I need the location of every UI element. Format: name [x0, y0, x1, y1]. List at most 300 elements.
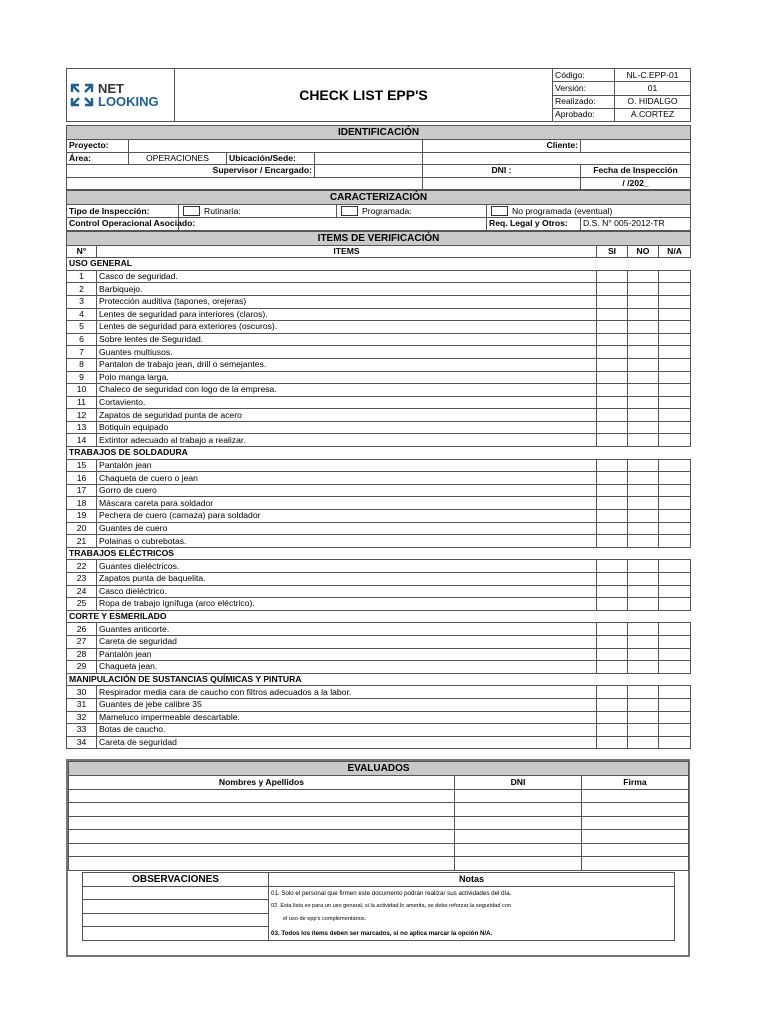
dni-header: DNI [455, 775, 582, 789]
item-si-cell[interactable] [597, 421, 628, 434]
rutinaria-option[interactable] [179, 205, 337, 218]
item-si-cell[interactable] [597, 283, 628, 296]
item-text: Lentes de seguridad para exteriores (oscuros). [97, 321, 597, 334]
section-name: TRABAJOS DE SOLDADURA [67, 447, 691, 460]
item-si-cell[interactable] [597, 472, 628, 485]
item-row [67, 270, 691, 283]
item-row [67, 623, 691, 636]
item-row [67, 358, 691, 371]
supervisor-field[interactable] [315, 165, 423, 178]
no-programada-label: No programada (eventual) [512, 205, 613, 216]
observacion-field[interactable] [83, 927, 269, 941]
item-number: 13 [67, 421, 97, 434]
item-number: 17 [67, 484, 97, 497]
section-row [67, 547, 691, 560]
item-text: Careta de seguridad [97, 736, 597, 749]
item-si-cell[interactable] [597, 560, 628, 573]
observacion-field[interactable] [83, 913, 269, 927]
item-no-cell[interactable] [628, 396, 659, 409]
dni-field[interactable] [455, 857, 582, 871]
meta-value: O. HIDALGO [615, 95, 691, 108]
item-number: 27 [67, 635, 97, 648]
item-no-cell[interactable] [628, 409, 659, 422]
item-na-cell[interactable] [659, 497, 691, 510]
tipo-inspeccion-label: Tipo de Inspección: [67, 205, 179, 218]
firma-field[interactable] [582, 830, 689, 844]
evaluado-row [69, 789, 689, 803]
item-si-cell[interactable] [597, 459, 628, 472]
section-title: CARACTERIZACIÓN [67, 191, 691, 205]
item-na-cell[interactable] [659, 698, 691, 711]
item-si-cell[interactable] [597, 648, 628, 661]
nota-1: 01. Solo el personal que firmen este documento podrán realizar sus actividades del día. [269, 886, 675, 900]
item-number: 15 [67, 459, 97, 472]
item-number: 6 [67, 333, 97, 346]
checklist-sheet [66, 68, 690, 957]
col-na-header: N/A [659, 245, 691, 258]
item-si-cell[interactable] [597, 635, 628, 648]
item-no-cell[interactable] [628, 321, 659, 334]
meta-label: Código: [553, 69, 615, 82]
item-text: Careta de seguridad [97, 635, 597, 648]
item-na-cell[interactable] [659, 648, 691, 661]
meta-label: Aprobado: [553, 108, 615, 121]
item-no-cell[interactable] [628, 371, 659, 384]
item-si-cell[interactable] [597, 686, 628, 699]
item-no-cell[interactable] [628, 585, 659, 598]
evaluado-row [69, 816, 689, 830]
item-text: Mameluco impermeable descartable. [97, 711, 597, 724]
col-number-header: N° [67, 245, 97, 258]
item-si-cell[interactable] [597, 623, 628, 636]
nombre-field[interactable] [69, 857, 455, 871]
item-text: Cortaviento. [97, 396, 597, 409]
item-number: 16 [67, 472, 97, 485]
no-programada-checkbox[interactable] [491, 206, 508, 216]
nombre-field[interactable] [69, 789, 455, 803]
item-text: Polainas o cubrebotas. [97, 535, 597, 548]
item-text: Guantes dieléctricos. [97, 560, 597, 573]
item-si-cell[interactable] [597, 573, 628, 586]
firma-field[interactable] [582, 803, 689, 817]
meta-label: Versión: [553, 82, 615, 95]
item-text: Máscara careta para soldador [97, 497, 597, 510]
area-label: Área: [67, 152, 129, 165]
item-no-cell[interactable] [628, 358, 659, 371]
item-number: 10 [67, 384, 97, 397]
item-row [67, 472, 691, 485]
item-na-cell[interactable] [659, 661, 691, 674]
item-na-cell[interactable] [659, 421, 691, 434]
rutinaria-label: Rutinaria: [204, 205, 241, 216]
programada-checkbox[interactable] [341, 206, 358, 216]
fecha-value[interactable]: / /202_ [581, 177, 691, 190]
proyecto-field[interactable] [129, 140, 423, 153]
item-na-cell[interactable] [659, 585, 691, 598]
area-value[interactable]: OPERACIONES [129, 152, 227, 165]
dni-field[interactable] [455, 816, 582, 830]
ubicacion-field[interactable] [315, 152, 423, 165]
item-no-cell[interactable] [628, 384, 659, 397]
item-si-cell[interactable] [597, 409, 628, 422]
item-text: Casco dieléctrico. [97, 585, 597, 598]
item-na-cell[interactable] [659, 510, 691, 523]
item-number: 12 [67, 409, 97, 422]
item-no-cell[interactable] [628, 598, 659, 611]
observacion-field[interactable] [83, 886, 269, 900]
nota-3: 03. Todos los ítems deben ser marcados, si no aplica marcar la opción N/A. [269, 927, 675, 941]
caracterizacion-table [66, 190, 691, 230]
item-text: Guantes de jebe calibre 35 [97, 698, 597, 711]
item-number: 18 [67, 497, 97, 510]
item-na-cell[interactable] [659, 535, 691, 548]
item-si-cell[interactable] [597, 698, 628, 711]
item-si-cell[interactable] [597, 358, 628, 371]
item-text: Ropa de trabajo ignífuga (arco eléctrico). [97, 598, 597, 611]
item-text: Sobre lentes de Seguridad. [97, 333, 597, 346]
item-na-cell[interactable] [659, 346, 691, 359]
item-row [67, 308, 691, 321]
item-no-cell[interactable] [628, 736, 659, 749]
item-row [67, 371, 691, 384]
observaciones-title: OBSERVACIONES [83, 873, 269, 887]
item-row [67, 522, 691, 535]
item-no-cell[interactable] [628, 686, 659, 699]
firma-field[interactable] [582, 789, 689, 803]
item-number: 26 [67, 623, 97, 636]
item-row [67, 724, 691, 737]
no-programada-option[interactable] [487, 205, 691, 218]
item-na-cell[interactable] [659, 384, 691, 397]
item-number: 9 [67, 371, 97, 384]
item-row [67, 295, 691, 308]
item-na-cell[interactable] [659, 472, 691, 485]
item-si-cell[interactable] [597, 711, 628, 724]
item-na-cell[interactable] [659, 635, 691, 648]
item-row [67, 321, 691, 334]
programada-option[interactable] [337, 205, 487, 218]
section-row [67, 447, 691, 460]
item-na-cell[interactable] [659, 434, 691, 447]
item-number: 22 [67, 560, 97, 573]
item-si-cell[interactable] [597, 484, 628, 497]
item-na-cell[interactable] [659, 295, 691, 308]
item-row [67, 711, 691, 724]
item-text: Chaqueta de cuero o jean [97, 472, 597, 485]
item-row [67, 598, 691, 611]
item-number: 34 [67, 736, 97, 749]
section-row [67, 673, 691, 686]
item-number: 8 [67, 358, 97, 371]
evaluado-row [69, 843, 689, 857]
nombre-field[interactable] [69, 830, 455, 844]
item-na-cell[interactable] [659, 736, 691, 749]
item-no-cell[interactable] [628, 573, 659, 586]
item-text: Barbiquejo. [97, 283, 597, 296]
blank-cell [423, 152, 691, 165]
item-si-cell[interactable] [597, 295, 628, 308]
item-no-cell[interactable] [628, 346, 659, 359]
item-no-cell[interactable] [628, 434, 659, 447]
item-no-cell[interactable] [628, 295, 659, 308]
item-si-cell[interactable] [597, 585, 628, 598]
fecha-label: Fecha de Inspección [581, 165, 691, 178]
item-na-cell[interactable] [659, 396, 691, 409]
item-na-cell[interactable] [659, 623, 691, 636]
item-text: Polo manga larga. [97, 371, 597, 384]
evaluado-row [69, 857, 689, 871]
meta-label: Realizado: [553, 95, 615, 108]
netlooking-logo-icon [69, 82, 95, 108]
item-na-cell[interactable] [659, 686, 691, 699]
item-na-cell[interactable] [659, 283, 691, 296]
item-na-cell[interactable] [659, 522, 691, 535]
observacion-field[interactable] [83, 900, 269, 914]
evaluado-row [69, 830, 689, 844]
evaluados-box [66, 759, 690, 956]
logo-text-looking: LOOKING [98, 94, 159, 109]
item-row [67, 648, 691, 661]
item-text: Botiquín equipado [97, 421, 597, 434]
item-text: Gorro de cuero [97, 484, 597, 497]
item-text: Lentes de seguridad para interiores (claros). [97, 308, 597, 321]
item-no-cell[interactable] [628, 724, 659, 737]
dni-field[interactable] [423, 177, 581, 190]
dni-field[interactable] [455, 803, 582, 817]
item-row [67, 346, 691, 359]
item-row [67, 560, 691, 573]
item-text: Pantalón jean [97, 648, 597, 661]
section-row [67, 258, 691, 271]
item-si-cell[interactable] [597, 535, 628, 548]
item-number: 14 [67, 434, 97, 447]
item-no-cell[interactable] [628, 270, 659, 283]
item-si-cell[interactable] [597, 510, 628, 523]
dni-field[interactable] [455, 789, 582, 803]
nombre-field[interactable] [69, 816, 455, 830]
nota-2a: 02. Esta lista es para un uso genaral, si la actividad lo amerita, se debe reforzar la seguridad con [269, 900, 675, 914]
proyecto-label: Proyecto: [67, 140, 129, 153]
item-no-cell[interactable] [628, 472, 659, 485]
logo [67, 69, 175, 122]
item-si-cell[interactable] [597, 736, 628, 749]
dni-label: DNI : [423, 165, 581, 178]
item-text: Pantalón jean [97, 459, 597, 472]
evaluados-table [68, 761, 689, 871]
dni-field[interactable] [455, 830, 582, 844]
item-text: Chaleco de seguridad con logo de la empresa. [97, 384, 597, 397]
item-number: 23 [67, 573, 97, 586]
section-title: IDENTIFICACIÓN [67, 126, 691, 140]
item-row [67, 510, 691, 523]
item-number: 28 [67, 648, 97, 661]
section-name: CORTE Y ESMERILADO [67, 610, 691, 623]
observaciones-wrapper [68, 871, 688, 955]
section-row [67, 610, 691, 623]
item-row [67, 409, 691, 422]
item-no-cell[interactable] [628, 560, 659, 573]
item-row [67, 573, 691, 586]
item-text: Zapatos de seguridad punta de acero [97, 409, 597, 422]
rutinaria-checkbox[interactable] [183, 206, 200, 216]
item-na-cell[interactable] [659, 560, 691, 573]
document-title: CHECK LIST EPP'S [175, 69, 553, 122]
evaluado-row [69, 803, 689, 817]
identificacion-table [66, 125, 691, 190]
item-row [67, 384, 691, 397]
item-na-cell[interactable] [659, 371, 691, 384]
item-number: 5 [67, 321, 97, 334]
firma-field[interactable] [582, 857, 689, 871]
item-row [67, 459, 691, 472]
control-field[interactable] [179, 217, 487, 230]
programada-label: Programada: [362, 205, 412, 216]
item-number: 11 [67, 396, 97, 409]
item-number: 19 [67, 510, 97, 523]
item-no-cell[interactable] [628, 459, 659, 472]
item-number: 2 [67, 283, 97, 296]
item-na-cell[interactable] [659, 321, 691, 334]
item-row [67, 736, 691, 749]
item-no-cell[interactable] [628, 497, 659, 510]
item-na-cell[interactable] [659, 598, 691, 611]
firma-field[interactable] [582, 816, 689, 830]
item-na-cell[interactable] [659, 409, 691, 422]
item-text: Respirador media cara de caucho con filtros adecuados a la labor. [97, 686, 597, 699]
item-na-cell[interactable] [659, 270, 691, 283]
item-row [67, 434, 691, 447]
cliente-label: Cliente: [423, 140, 581, 153]
item-text: Zapatos punta de baquelita. [97, 573, 597, 586]
firma-header: Firma [582, 775, 689, 789]
item-text: Guantes anticorte. [97, 623, 597, 636]
control-label: Control Operacional Asociado: [67, 217, 179, 230]
item-row [67, 396, 691, 409]
item-text: Protección auditiva (tapones, orejeras) [97, 295, 597, 308]
item-si-cell[interactable] [597, 396, 628, 409]
blank-cell [67, 177, 423, 190]
req-legal-value: D.S. N° 005-2012-TR [581, 217, 691, 230]
item-si-cell[interactable] [597, 522, 628, 535]
item-row [67, 421, 691, 434]
item-si-cell[interactable] [597, 724, 628, 737]
item-no-cell[interactable] [628, 535, 659, 548]
item-row [67, 333, 691, 346]
item-row [67, 283, 691, 296]
section-name: MANIPULACIÓN DE SUSTANCIAS QUÍMICAS Y PINTURA [67, 673, 691, 686]
nombre-field[interactable] [69, 843, 455, 857]
item-no-cell[interactable] [628, 510, 659, 523]
item-si-cell[interactable] [597, 384, 628, 397]
item-row [67, 698, 691, 711]
item-row [67, 484, 691, 497]
item-number: 20 [67, 522, 97, 535]
item-text: Extintor adecuado al trabajo a realizar. [97, 434, 597, 447]
item-na-cell[interactable] [659, 358, 691, 371]
item-na-cell[interactable] [659, 333, 691, 346]
item-no-cell[interactable] [628, 283, 659, 296]
item-number: 21 [67, 535, 97, 548]
meta-value: NL-C.EPP-01 [615, 69, 691, 82]
item-text: Chaqueta jean. [97, 661, 597, 674]
item-no-cell[interactable] [628, 698, 659, 711]
item-no-cell[interactable] [628, 421, 659, 434]
section-title: EVALUADOS [69, 762, 689, 776]
item-na-cell[interactable] [659, 573, 691, 586]
nombres-header: Nombres y Apellidos [69, 775, 455, 789]
item-row [67, 635, 691, 648]
item-row [67, 497, 691, 510]
col-si-header: SI [597, 245, 628, 258]
item-si-cell[interactable] [597, 661, 628, 674]
item-si-cell[interactable] [597, 270, 628, 283]
item-na-cell[interactable] [659, 308, 691, 321]
item-si-cell[interactable] [597, 497, 628, 510]
notas-title: Notas [269, 873, 675, 887]
item-text: Pechera de cuero (carnaza) para soldador [97, 510, 597, 523]
section-title: ITEMS DE VERIFICACIÓN [67, 231, 691, 245]
item-na-cell[interactable] [659, 724, 691, 737]
item-na-cell[interactable] [659, 459, 691, 472]
item-si-cell[interactable] [597, 434, 628, 447]
item-number: 3 [67, 295, 97, 308]
item-text: Botas de caucho. [97, 724, 597, 737]
section-name: USO GENERAL [67, 258, 691, 271]
item-number: 1 [67, 270, 97, 283]
col-no-header: NO [628, 245, 659, 258]
item-no-cell[interactable] [628, 623, 659, 636]
firma-field[interactable] [582, 843, 689, 857]
item-si-cell[interactable] [597, 346, 628, 359]
ubicacion-label: Ubicación/Sede: [227, 152, 315, 165]
item-no-cell[interactable] [628, 635, 659, 648]
item-row [67, 661, 691, 674]
items-table [66, 231, 691, 750]
item-si-cell[interactable] [597, 371, 628, 384]
item-number: 24 [67, 585, 97, 598]
item-na-cell[interactable] [659, 711, 691, 724]
cliente-field[interactable] [581, 140, 691, 153]
item-na-cell[interactable] [659, 484, 691, 497]
item-number: 32 [67, 711, 97, 724]
item-text: Pantalon de trabajo jean, drill o semejantes. [97, 358, 597, 371]
item-text: Casco de seguridad. [97, 270, 597, 283]
item-number: 4 [67, 308, 97, 321]
item-no-cell[interactable] [628, 333, 659, 346]
item-no-cell[interactable] [628, 522, 659, 535]
item-no-cell[interactable] [628, 711, 659, 724]
dni-field[interactable] [455, 843, 582, 857]
item-si-cell[interactable] [597, 333, 628, 346]
item-si-cell[interactable] [597, 308, 628, 321]
item-si-cell[interactable] [597, 598, 628, 611]
nota-2b: el uso de epp's complementarios. [269, 913, 675, 927]
item-no-cell[interactable] [628, 648, 659, 661]
nombre-field[interactable] [69, 803, 455, 817]
item-si-cell[interactable] [597, 321, 628, 334]
item-no-cell[interactable] [628, 484, 659, 497]
item-no-cell[interactable] [628, 308, 659, 321]
item-row [67, 535, 691, 548]
item-number: 29 [67, 661, 97, 674]
item-number: 31 [67, 698, 97, 711]
meta-value: A.CORTEZ [615, 108, 691, 121]
section-name: TRABAJOS ELÉCTRICOS [67, 547, 691, 560]
req-legal-label: Req. Legal y Otros: [487, 217, 581, 230]
item-no-cell[interactable] [628, 661, 659, 674]
supervisor-label: Supervisor / Encargado: [67, 165, 315, 178]
item-number: 7 [67, 346, 97, 359]
